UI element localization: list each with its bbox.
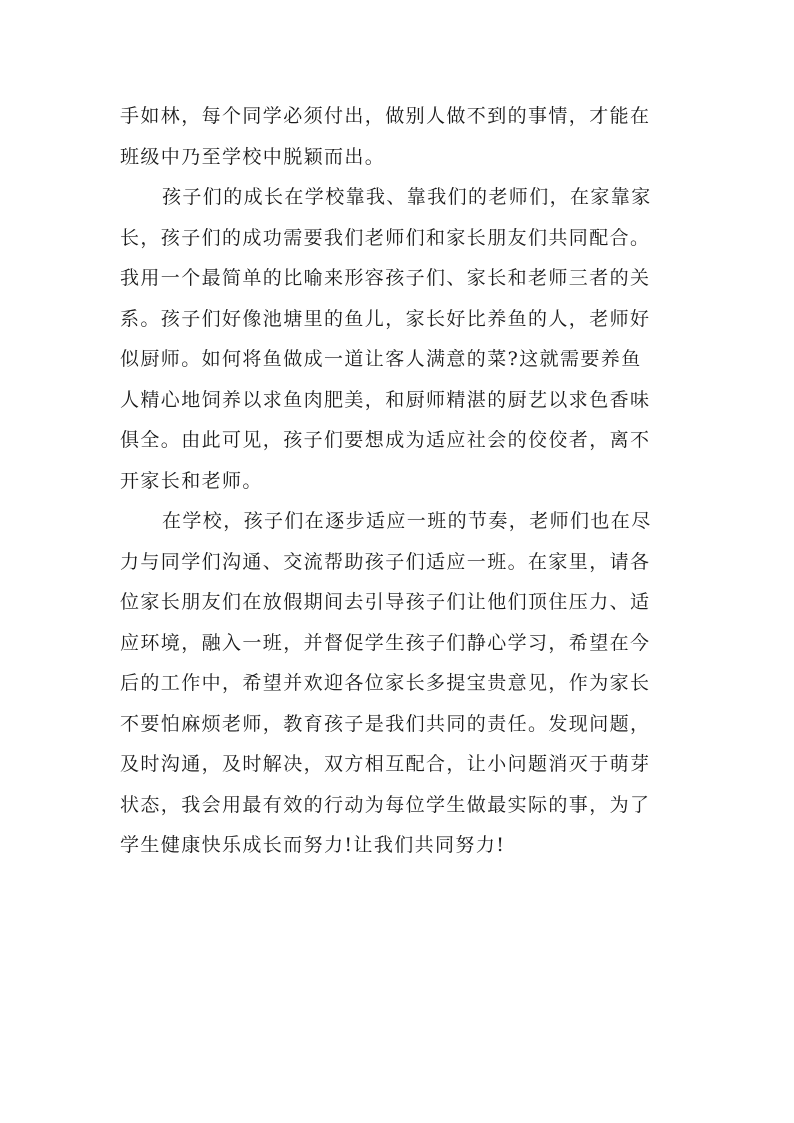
paragraph-1 xyxy=(120,96,680,177)
text-line: 及时沟通，及时解决，双方相互配合，让小问题消灭于萌芽 xyxy=(120,753,651,775)
text-line: 开家长和老师。 xyxy=(120,469,263,492)
text-line: 似厨师。如何将鱼做成一道让客人满意的菜?这就需要养鱼 xyxy=(120,348,642,370)
paragraph-3 xyxy=(120,501,680,866)
text-line: 人精心地饲养以求鱼肉肥美，和厨师精湛的厨艺以求色香味 xyxy=(120,388,651,411)
text-line: 长，孩子们的成功需要我们老师们和家长朋友们共同配合。 xyxy=(120,226,651,249)
text-line: 学生健康快乐成长而努力!让我们共同努力! xyxy=(120,834,506,856)
text-line: 状态，我会用最有效的行动为每位学生做最实际的事，为了 xyxy=(120,793,651,816)
text-line: 应环境，融入一班，并督促学生孩子们静心学习，希望在今 xyxy=(120,631,651,654)
text-line: 我用一个最简单的比喻来形容孩子们、家长和老师三者的关 xyxy=(120,267,651,289)
text-line: 手如林，每个同学必须付出，做别人做不到的事情，才能在 xyxy=(120,105,651,127)
document-body xyxy=(120,96,680,866)
paragraph-2 xyxy=(120,177,680,501)
text-line: 俱全。由此可见，孩子们要想成为适应社会的佼佼者，离不 xyxy=(120,429,651,451)
text-line: 班级中乃至学校中脱颖而出。 xyxy=(120,145,386,168)
text-line: 孩子们的成长在学校靠我、靠我们的老师们，在家靠家 xyxy=(162,186,652,208)
text-line: 系。孩子们好像池塘里的鱼儿，家长好比养鱼的人，老师好 xyxy=(120,307,651,330)
text-line: 力与同学们沟通、交流帮助孩子们适应一班。在家里，请各 xyxy=(120,550,651,573)
text-line: 在学校，孩子们在逐步适应一班的节奏，老师们也在尽 xyxy=(162,510,652,532)
text-line: 位家长朋友们在放假期间去引导孩子们让他们顶住压力、适 xyxy=(120,591,651,613)
text-line: 不要怕麻烦老师，教育孩子是我们共同的责任。发现问题， xyxy=(120,712,651,735)
text-line: 后的工作中，希望并欢迎各位家长多提宝贵意见，作为家长 xyxy=(120,672,651,694)
